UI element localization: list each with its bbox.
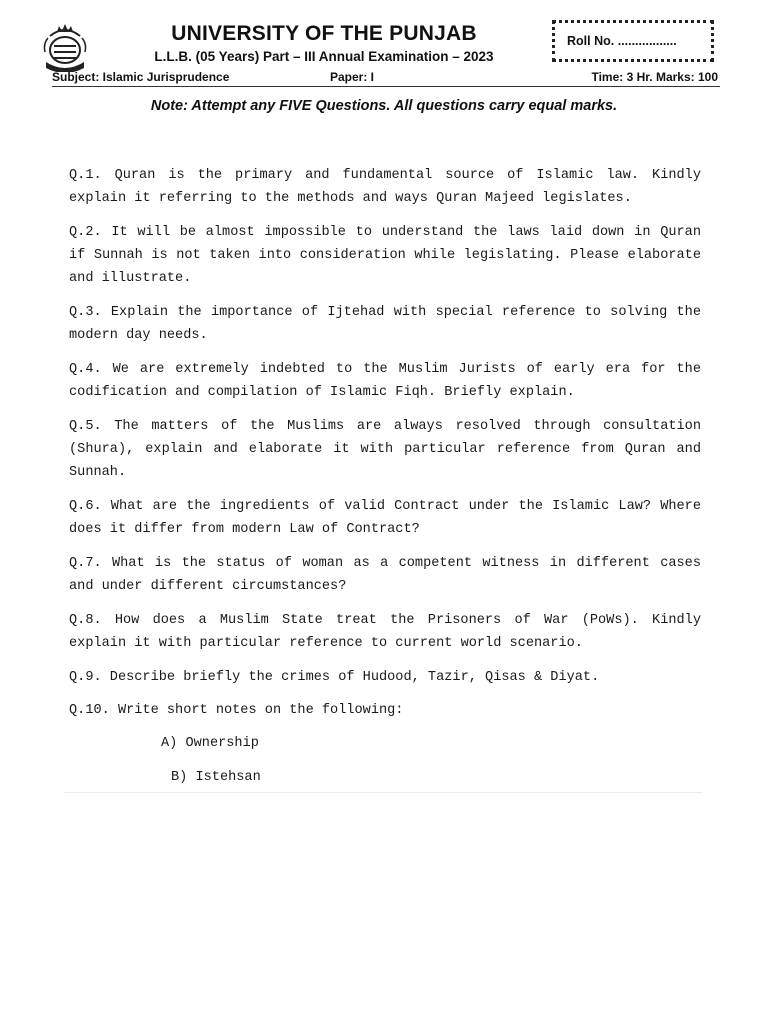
question-5: Q.5. The matters of the Muslims are always resolved through consultation (Shura), explain and elaborate it with particular reference from Quran and Sunnah. (69, 419, 701, 480)
subject-label: Subject: Islamic Jurisprudence (52, 70, 230, 84)
subject-row (52, 68, 720, 86)
university-title: UNIVERSITY OF THE PUNJAB (171, 22, 477, 45)
instructions-note: Note: Attempt any FIVE Questions. All questions carry equal marks. (150, 98, 618, 114)
question-10: Q.10. Write short notes on the following: (69, 703, 404, 718)
short-notes-list (69, 732, 701, 789)
question-9: Q.9. Describe briefly the crimes of Hudood, Tazir, Qisas & Diyat. (69, 670, 600, 685)
question-list (69, 164, 701, 794)
question-8: Q.8. How does a Muslim State treat the Prisoners of War (PoWs). Kindly explain it with particular reference to current world scenario. (69, 613, 701, 651)
question-7: Q.7. What is the status of woman as a competent witness in different cases and under different circumstances? (69, 556, 701, 594)
question-1: Q.1. Quran is the primary and fundamental source of Islamic law. Kindly explain it referring to the methods and ways Quran Majeed legislates. (69, 168, 701, 206)
roll-number-box (552, 20, 714, 62)
university-crest-icon (42, 22, 88, 72)
question-3: Q.3. Explain the importance of Ijtehad with special reference to solving the modern day needs. (69, 305, 701, 343)
roll-number-label: Roll No. ................. (567, 34, 677, 48)
short-note-a: A) Ownership (161, 736, 259, 751)
question-6: Q.6. What are the ingredients of valid Contract under the Islamic Law? Where does it differ from modern Law of Contract? (69, 499, 701, 537)
paper-label: Paper: I (330, 70, 375, 84)
exam-line: L.L.B. (05 Years) Part – III Annual Examination – 2023 (154, 49, 494, 64)
time-marks-label: Time: 3 Hr. Marks: 100 (591, 70, 718, 84)
page-bottom-rule (64, 792, 702, 793)
header-divider (52, 86, 720, 87)
short-note-b: B) Istehsan (171, 770, 261, 785)
question-4: Q.4. We are extremely indebted to the Muslim Jurists of early era for the codification and compilation of Islamic Fiqh. Briefly explain. (69, 362, 701, 400)
question-2: Q.2. It will be almost impossible to understand the laws laid down in Quran if Sunnah is not taken into consideration while legislating. Please elaborate and illustrate. (69, 225, 701, 286)
